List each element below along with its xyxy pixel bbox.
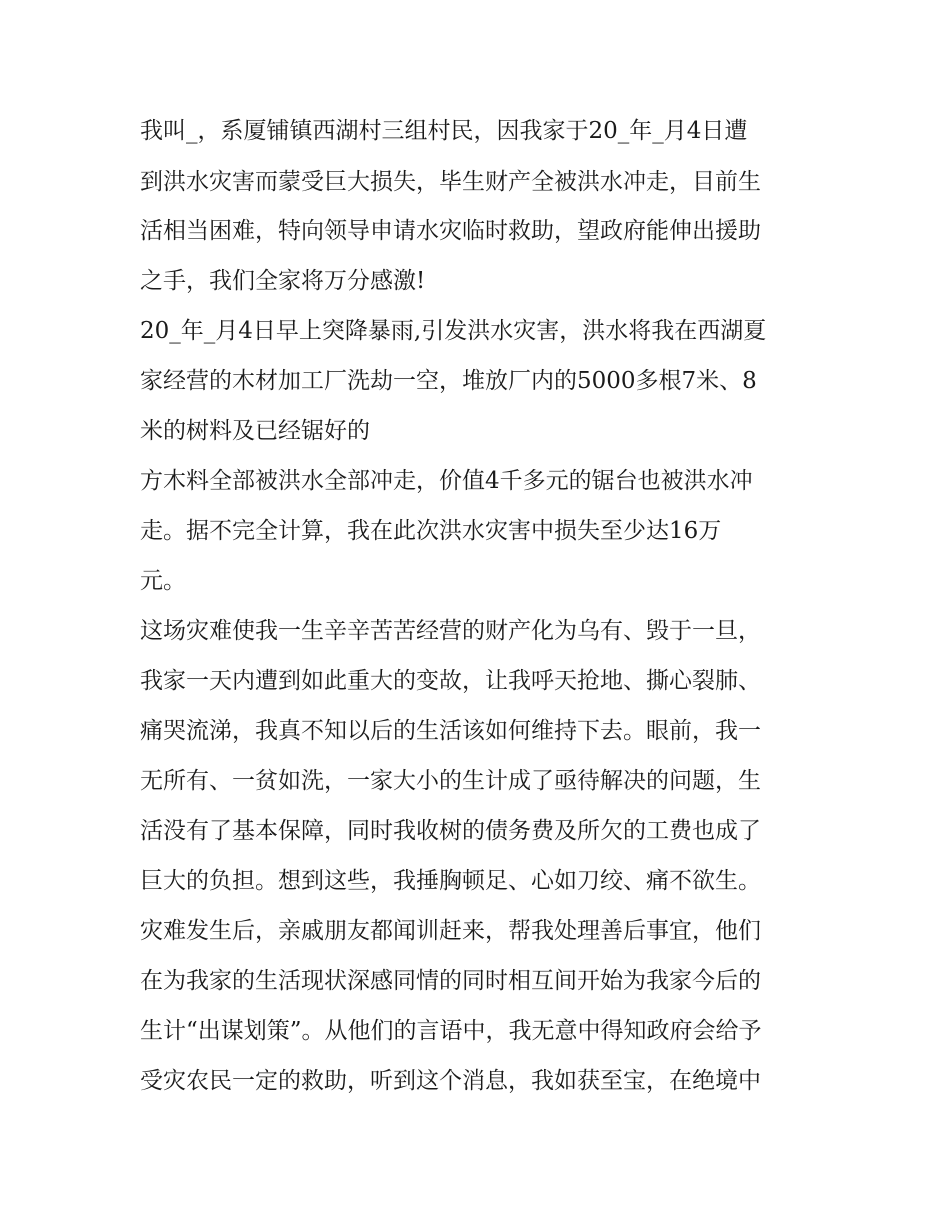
text-line: 到洪水灾害而蒙受巨大损失，毕生财产全被洪水冲走，目前生 <box>140 169 761 195</box>
text-line: 这场灾难使我一生辛辛苦苦经营的财产化为乌有、毁于一旦， <box>140 618 761 644</box>
text-line: 我家一天内遭到如此重大的变故，让我呼天抢地、撕心裂肺、 <box>140 668 761 694</box>
text-line: 痛哭流涕，我真不知以后的生活该如何维持下去。眼前，我一 <box>140 718 761 744</box>
text-line: 元。 <box>140 568 186 594</box>
text-line: 我叫_，系厦铺镇西湖村三组村民，因我家于20_年_月4日遭 <box>140 118 748 144</box>
text-line: 巨大的负担。想到这些，我捶胸顿足、心如刀绞、痛不欲生。 <box>140 868 761 894</box>
text-line: 在为我家的生活现状深感同情的同时相互间开始为我家今后的 <box>140 968 761 994</box>
text-line: 之手，我们全家将万分感激! <box>140 268 426 294</box>
text-line: 米的树料及已经锯好的 <box>140 418 370 444</box>
text-line: 20_年_月4日早上突降暴雨,引发洪水灾害，洪水将我在西湖夏 <box>140 318 767 344</box>
text-line: 活相当困难，特向领导申请水灾临时救助，望政府能伸出援助 <box>140 218 761 244</box>
text-line: 受灾农民一定的救助，听到这个消息，我如获至宝，在绝境中 <box>140 1068 761 1094</box>
text-line: 无所有、一贫如洗，一家大小的生计成了亟待解决的问题，生 <box>140 768 761 794</box>
text-line: 活没有了基本保障，同时我收树的债务费及所欠的工费也成了 <box>140 818 761 844</box>
text-line: 方木料全部被洪水全部冲走，价值4千多元的锯台也被洪水冲 <box>140 468 753 494</box>
text-line: 生计“出谋划策”。从他们的言语中，我无意中得知政府会给予 <box>140 1018 762 1044</box>
text-line: 灾难发生后，亲戚朋友都闻训赶来，帮我处理善后事宜，他们 <box>140 918 761 944</box>
text-line: 家经营的木材加工厂洗劫一空，堆放厂内的5000多根7米、8 <box>140 368 757 394</box>
text-line: 走。据不完全计算，我在此次洪水灾害中损失至少达16万 <box>140 518 722 544</box>
document-body <box>140 112 820 1112</box>
